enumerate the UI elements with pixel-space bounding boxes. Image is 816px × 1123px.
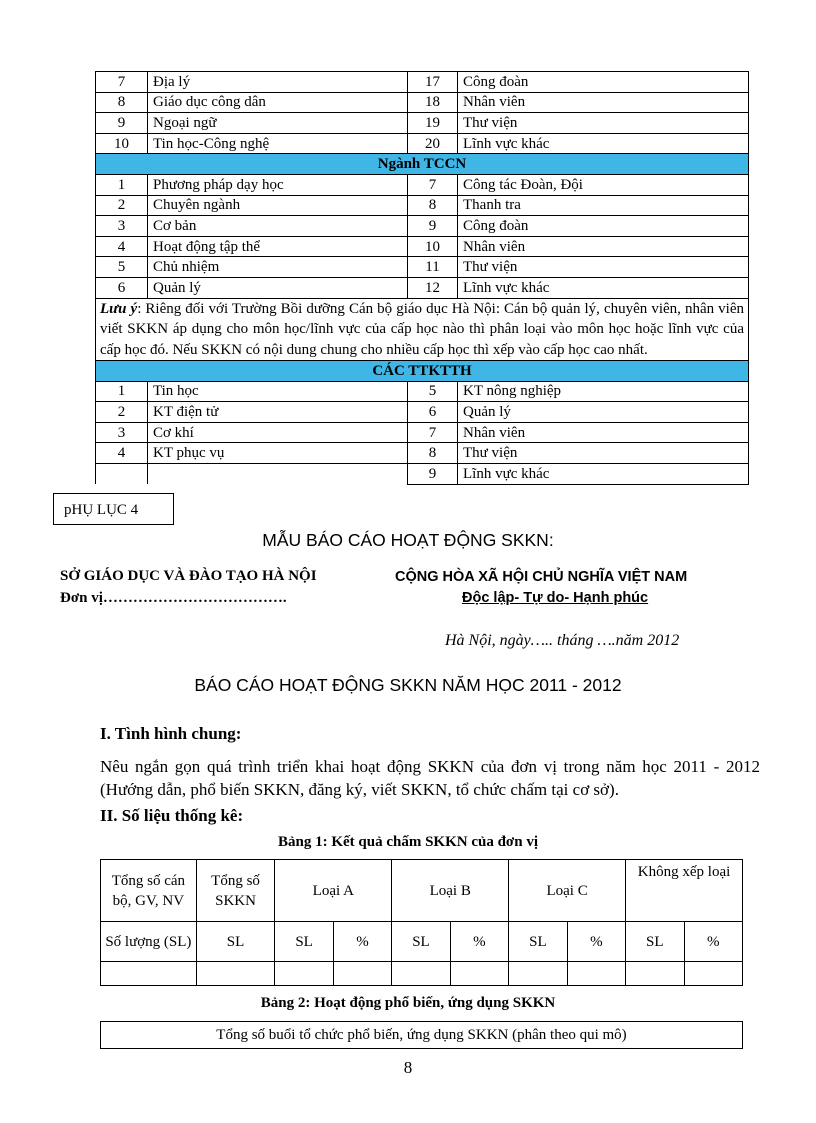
row-number: 9	[408, 216, 458, 237]
category-row	[96, 92, 749, 113]
row-number: 1	[96, 381, 148, 402]
row-number: 12	[408, 277, 458, 298]
subject-name: Quản lý	[458, 402, 749, 423]
category-row	[96, 381, 749, 402]
subject-name: Nhân viên	[458, 92, 749, 113]
col-sl: SL	[392, 922, 450, 962]
row-number: 20	[408, 133, 458, 154]
subject-name: Lĩnh vực khác	[458, 464, 749, 485]
row-number: 9	[408, 464, 458, 485]
department-name: SỞ GIÁO DỤC VÀ ĐÀO TẠO HÀ NỘI	[60, 568, 317, 584]
subject-name: Công đoàn	[458, 72, 749, 93]
category-row	[96, 257, 749, 278]
subject-name: Thư viện	[458, 443, 749, 464]
section-2-heading: II. Số liệu thống kê:	[100, 806, 244, 825]
col-sl: SL	[509, 922, 567, 962]
empty-data-row	[101, 962, 743, 986]
header-loai-a: Loại A	[275, 860, 392, 922]
subject-name: Thư viện	[458, 113, 749, 134]
category-table	[95, 71, 749, 485]
subject-name: KT nông nghiệp	[458, 381, 749, 402]
form-heading: MẪU BÁO CÁO HOẠT ĐỘNG SKKN:	[262, 530, 554, 550]
row-number: 7	[408, 174, 458, 195]
table-1-caption: Bảng 1: Kết quả chấm SKKN của đơn vị	[277, 834, 538, 850]
category-row	[96, 133, 749, 154]
section-1-text: Nêu ngắn gọn quá trình triển khai hoạt động SKKN của đơn vị trong năm học 2011 - 2012 (Hướng dẫn, phổ biến SKKN, đăng ký, viết SKKN, tổ chức chấm tại cơ sở).	[100, 757, 760, 799]
subject-name: KT phục vụ	[148, 443, 408, 464]
row-number: 9	[96, 113, 148, 134]
category-row	[96, 443, 749, 464]
subject-name: Công tác Đoàn, Đội	[458, 174, 749, 195]
subject-name: Cơ bản	[148, 216, 408, 237]
row-number: 8	[408, 443, 458, 464]
subject-name: Thư viện	[458, 257, 749, 278]
row-number: 18	[408, 92, 458, 113]
row-number: 4	[96, 236, 148, 257]
row-number: 8	[96, 92, 148, 113]
header-total-staff: Tổng số cán bộ, GV, NV	[101, 860, 197, 922]
subject-name: Nhân viên	[458, 236, 749, 257]
national-title: CỘNG HÒA XÃ HỘI CHỦ NGHĨA VIỆT NAM	[395, 569, 688, 585]
table-2-header: Tổng số buổi tổ chức phổ biến, ứng dụng SKKN (phân theo qui mô)	[101, 1022, 743, 1049]
row-number: 4	[96, 443, 148, 464]
subject-name: Tin học	[148, 381, 408, 402]
row-number: 2	[96, 195, 148, 216]
subject-name: Thanh tra	[458, 195, 749, 216]
col-pct: %	[450, 922, 508, 962]
row-number	[96, 464, 148, 485]
row-number: 3	[96, 422, 148, 443]
row-number: 6	[96, 277, 148, 298]
subject-name: Chủ nhiệm	[148, 257, 408, 278]
subject-name: Nhân viên	[458, 422, 749, 443]
note-cell	[96, 298, 749, 361]
section-1-heading: I. Tình hình chung:	[100, 724, 242, 743]
col-sl: SL	[275, 922, 333, 962]
category-row	[96, 402, 749, 423]
category-row	[96, 277, 749, 298]
header-loai-b: Loại B	[392, 860, 509, 922]
note-label: Lưu ý	[100, 300, 138, 317]
header-loai-c: Loại C	[509, 860, 626, 922]
subject-name: Lĩnh vực khác	[458, 133, 749, 154]
subject-name: Cơ khí	[148, 422, 408, 443]
col-pct: %	[333, 922, 391, 962]
subject-name: Hoạt động tập thể	[148, 236, 408, 257]
subject-name: Quản lý	[148, 277, 408, 298]
header-total-skkn: Tổng số SKKN	[196, 860, 275, 922]
header-khong-xep-loai: Không xếp loại	[626, 860, 743, 922]
row-number: 17	[408, 72, 458, 93]
report-title: BÁO CÁO HOẠT ĐỘNG SKKN NĂM HỌC 2011 - 2012	[194, 675, 622, 695]
subject-name: Giáo dục công dân	[148, 92, 408, 113]
row-number: 3	[96, 216, 148, 237]
subject-name: Tin học-Công nghệ	[148, 133, 408, 154]
row-number: 11	[408, 257, 458, 278]
col-pct: %	[567, 922, 625, 962]
category-row	[96, 195, 749, 216]
subject-name: KT điện tử	[148, 402, 408, 423]
results-table	[100, 859, 743, 986]
category-row	[96, 113, 749, 134]
row-number: 1	[96, 174, 148, 195]
row-number: 6	[408, 402, 458, 423]
subject-name	[148, 464, 408, 485]
row-number: 7	[96, 72, 148, 93]
col-sl: SL	[626, 922, 684, 962]
row-number: 19	[408, 113, 458, 134]
row-number: 7	[408, 422, 458, 443]
subject-name: Chuyên ngành	[148, 195, 408, 216]
date-line: Hà Nội, ngày….. tháng ….năm 2012	[445, 632, 680, 649]
section-header-ttktth: CÁC TTKTTH	[96, 361, 749, 382]
phu-luc-box: pHỤ LỤC 4	[53, 493, 174, 525]
dissemination-table	[100, 1021, 743, 1049]
note-text: : Riêng đối với Trường Bồi dưỡng Cán bộ giáo dục Hà Nội: Cán bộ quản lý, chuyên viên, nhân viên viết SKKN áp dụng cho môn học/lĩnh vực của cấp học nào thì phân loại vào môn học hoặc lĩnh vực của cấp học đó. Nếu SKKN có nội dung chung cho nhiều cấp học thì xếp vào cấp học cao nhất.	[100, 300, 744, 358]
row-number: 10	[408, 236, 458, 257]
subject-name: Địa lý	[148, 72, 408, 93]
header-so-luong: Số lượng (SL)	[101, 922, 197, 962]
unit-line: Đơn vị……………………………….	[60, 590, 287, 606]
row-number: 10	[96, 133, 148, 154]
col-pct: %	[684, 922, 742, 962]
row-number: 8	[408, 195, 458, 216]
table-2-caption: Bảng 2: Hoạt động phổ biến, ứng dụng SKKN	[260, 995, 556, 1011]
category-row	[96, 216, 749, 237]
section-header-tccn: Ngành TCCN	[96, 154, 749, 175]
subject-name: Công đoàn	[458, 216, 749, 237]
subject-name: Ngoại ngữ	[148, 113, 408, 134]
category-row	[96, 464, 749, 485]
national-motto: Độc lập- Tự do- Hạnh phúc	[462, 590, 649, 606]
subject-name: Lĩnh vực khác	[458, 277, 749, 298]
category-row	[96, 236, 749, 257]
category-row	[96, 72, 749, 93]
category-row	[96, 422, 749, 443]
category-row	[96, 174, 749, 195]
row-number: 5	[96, 257, 148, 278]
row-number: 5	[408, 381, 458, 402]
row-number: 2	[96, 402, 148, 423]
page-number: 8	[403, 1058, 413, 1077]
col-sl: SL	[196, 922, 275, 962]
subject-name: Phương pháp dạy học	[148, 174, 408, 195]
